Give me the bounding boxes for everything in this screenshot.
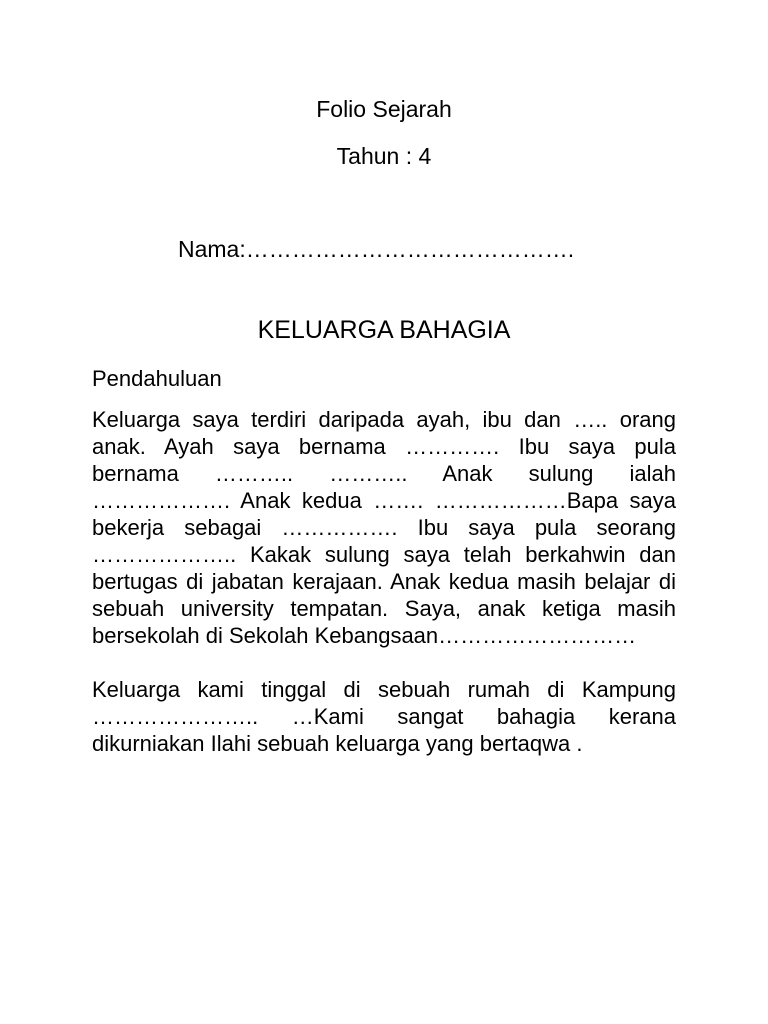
paragraph-line: bersekolah di Sekolah Kebangsaan……………………… <box>92 623 637 648</box>
year-label: Tahun : 4 <box>336 143 432 169</box>
paragraph-line: sebuah university tempatan. Saya, anak ketiga masih <box>92 596 676 621</box>
paragraph-home <box>92 676 676 757</box>
paragraph-introduction <box>92 406 676 649</box>
paragraph-line: Keluarga saya terdiri daripada ayah, ibu dan ….. orang <box>92 407 676 432</box>
paragraph-line: ……………….. Kakak sulung saya telah berkahwin dan <box>92 542 676 567</box>
paragraph-line: ………………. Anak kedua ……. ………………Bapa saya <box>92 488 676 513</box>
section-title: Pendahuluan <box>92 366 222 391</box>
paragraph-line: anak. Ayah saya bernama …………. Ibu saya pula <box>92 434 676 459</box>
paragraph-line: ………………….. …Kami sangat bahagia kerana <box>92 704 676 729</box>
paragraph-line: bertugas di jabatan kerajaan. Anak kedua masih belajar di <box>92 569 676 594</box>
name-field: Nama:……………………………………. <box>178 236 575 262</box>
essay-heading: KELUARGA BAHAGIA <box>257 316 511 344</box>
folio-title: Folio Sejarah <box>316 96 452 122</box>
paragraph-line: Keluarga kami tinggal di sebuah rumah di Kampung <box>92 677 676 702</box>
paragraph-line: bekerja sebagai ……………. Ibu saya pula seorang <box>92 515 676 540</box>
paragraph-line: dikurniakan Ilahi sebuah keluarga yang bertaqwa . <box>92 731 583 756</box>
paragraph-line: bernama ……….. ……….. Anak sulung ialah <box>92 461 676 486</box>
